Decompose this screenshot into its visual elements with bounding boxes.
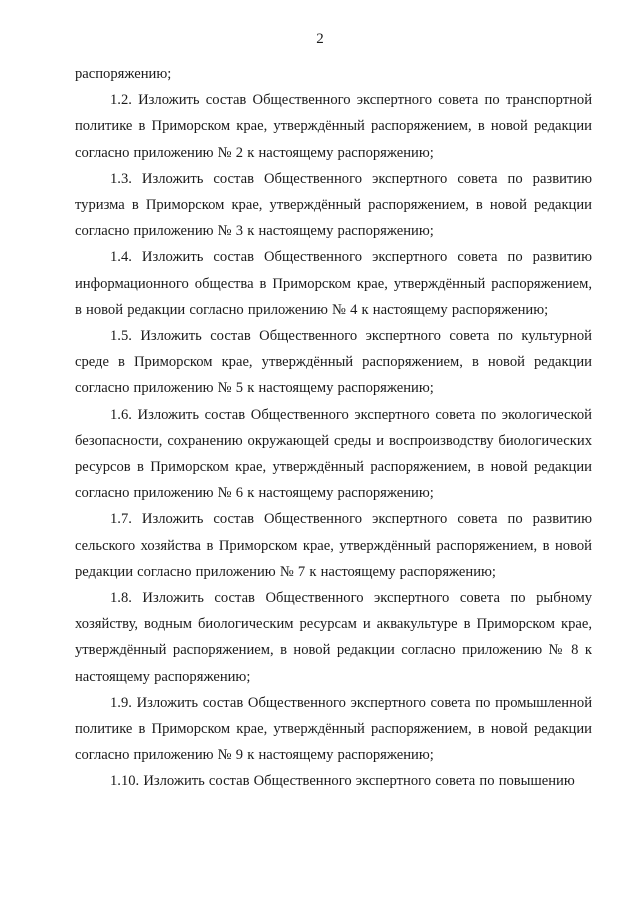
paragraph-item-1-5: 1.5. Изложить состав Общественного экспертного совета по культурной среде в Приморском крае, утверждённый распоряжением, в новой редакции согласно приложению № 5 к настоящему распоряжению; [75,328,592,397]
paragraph-item-1-10: 1.10. Изложить состав Общественного экспертного совета по повышению [110,773,575,790]
paragraph-continuation: распоряжению; [75,66,172,82]
paragraph-item-1-4: 1.4. Изложить состав Общественного экспертного совета по развитию информационного общества в Приморском крае, утверждённый распоряжением, в новой редакции согласно приложению № 4 к настоящему распоряжению; [75,249,592,318]
paragraph-item-1-7: 1.7. Изложить состав Общественного экспертного совета по развитию сельского хозяйства в Приморском крае, утверждённый распоряжением, в новой редакции согласно приложению № 7 к настоящему распоряжению; [75,511,592,580]
paragraph-item-1-3: 1.3. Изложить состав Общественного экспертного совета по развитию туризма в Приморском крае, утверждённый распоряжением, в новой редакции согласно приложению № 3 к настоящему распоряжению; [75,170,592,240]
page-number: 2 [316,31,324,47]
paragraph-item-1-8: 1.8. Изложить состав Общественного экспертного совета по рыбному хозяйству, водным биологическим ресурсам и аквакультуре в Приморском крае, утверждённый распоряжением, в новой редакции согласно приложению № 8 к настоящему распоряжению; [75,590,592,685]
paragraph-item-1-6: 1.6. Изложить состав Общественного экспертного совета по экологической безопасности, сохранению окружающей среды и воспроизводству биологических ресурсов в Приморском крае, утверждённый распоряжением, в новой редакции согласно приложению № 6 к настоящему распоряжению; [75,406,592,502]
paragraph-item-1-9: 1.9. Изложить состав Общественного экспертного совета по промышленной политике в Приморском крае, утверждённый распоряжением, в новой редакции согласно приложению № 9 к настоящему распоряжению; [75,694,592,764]
paragraph-item-1-2: 1.2. Изложить состав Общественного экспертного совета по транспортной политике в Приморском крае, утверждённый распоряжением, в новой редакции согласно приложению № 2 к настоящему распоряжению; [75,92,592,161]
document-body [75,61,592,795]
